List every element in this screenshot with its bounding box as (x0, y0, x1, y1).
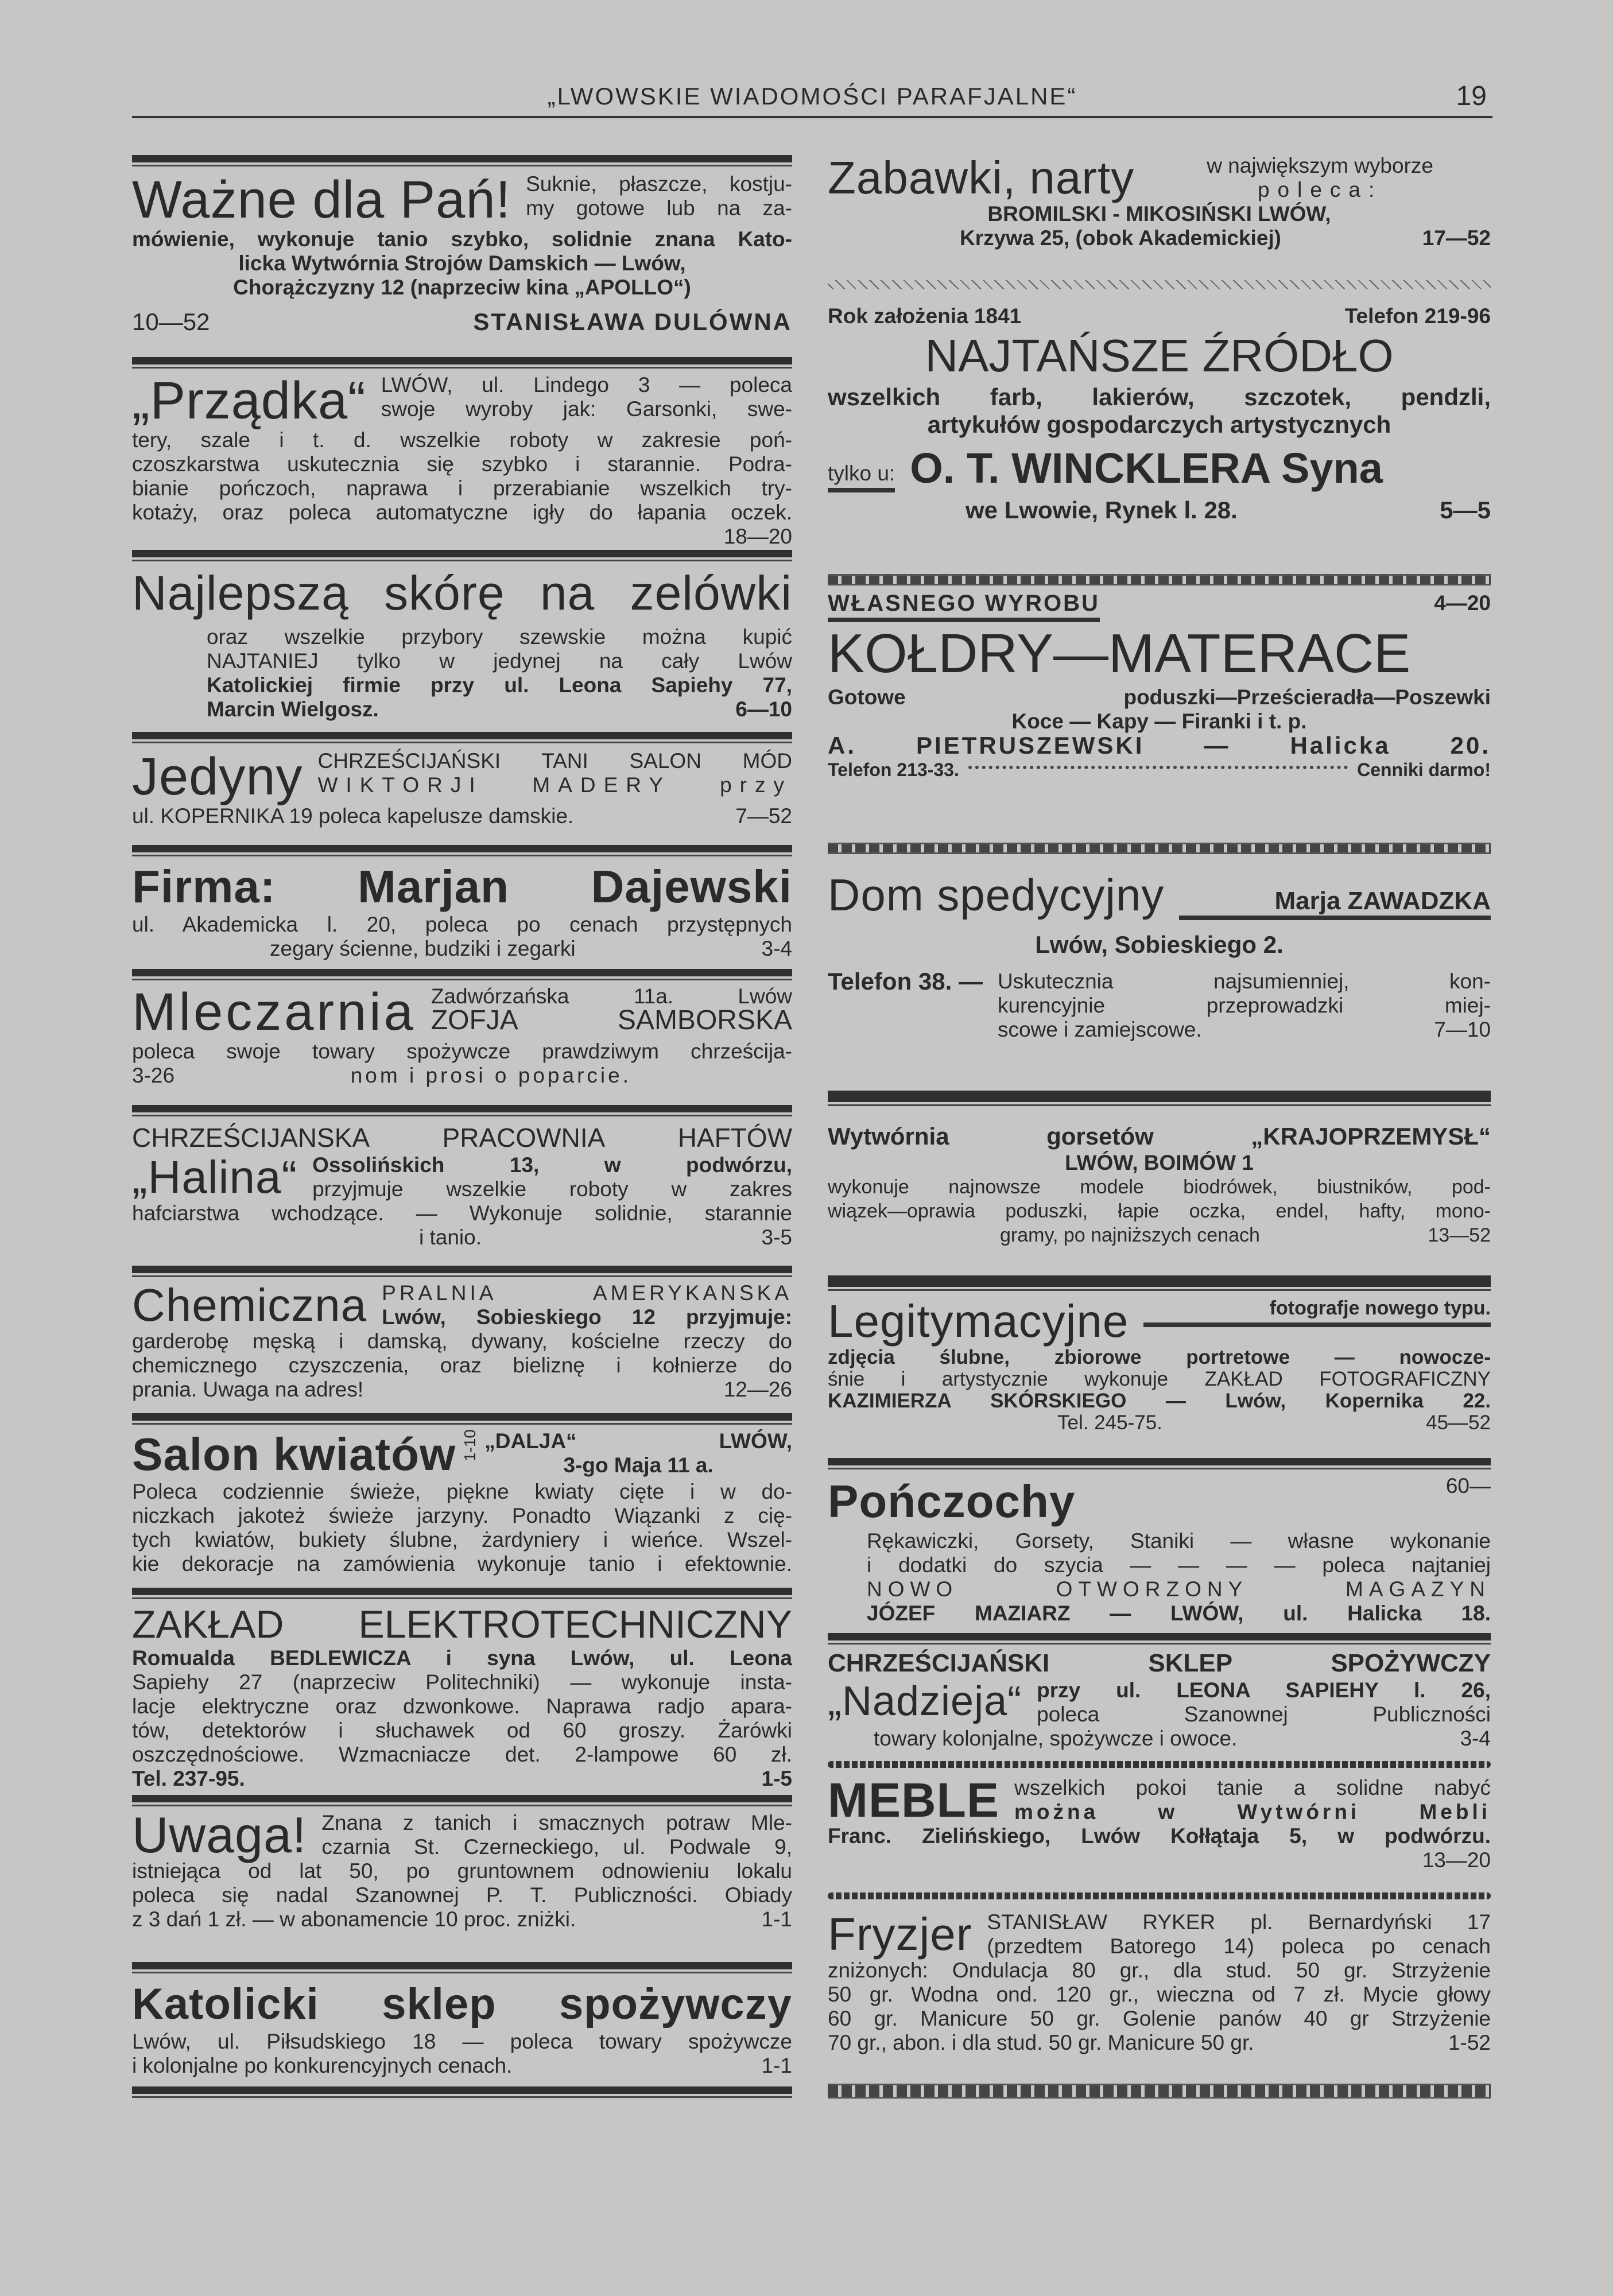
right-column (828, 0, 1491, 2296)
ad-meble (828, 1773, 1491, 1872)
divider (828, 1091, 1491, 1103)
ad-code: 7—52 (735, 804, 792, 828)
ad-text: LWÓW, BOIMÓW 1 (1065, 1151, 1254, 1174)
ad-text: śnie i artystycznie wykonuje ZAKŁAD FOTOGRAFICZNY (828, 1368, 1491, 1390)
ad-text: i kolonjalne po konkurencyjnych cenach. (132, 2054, 513, 2077)
ad-text: ul. KOPERNIKA 19 poleca kapelusze damskie. (132, 804, 574, 828)
ad-text: Lwów, ul. Piłsudskiego 18 — poleca towary spożywcze (132, 2030, 792, 2053)
ad-text: wszelkich farb, lakierów, szczotek, pendzli, (828, 383, 1491, 410)
ad-text: Rok założenia 1841 (828, 304, 1022, 328)
ad-text: oszczędnościowe. Wzmacniacze det. 2-lampowe 60 zł. (132, 1743, 792, 1766)
ad-text: lacje elektryczne oraz dzwonkowe. Naprawa radjo apara- (132, 1694, 792, 1718)
ad-text: poleca swoje towary spożywcze prawdziwym chrześcija- (132, 1040, 792, 1063)
ad-zaklad (132, 1603, 792, 1791)
ad-title: CHRZEŚCIJAŃSKI SKLEP SPOŻYWCZY (828, 1649, 1491, 1677)
ad-text: wiązek—oprawia poduszki, łapie oczka, endel, hafty, mono- (828, 1200, 1491, 1222)
ad-winckler (828, 304, 1491, 522)
ad-text: Rękawiczki, Gorsety, Staniki — własne wykonanie (867, 1529, 1491, 1553)
ornament-border (828, 2084, 1491, 2099)
ad-text: z 3 dań 1 zł. — w abonamencie 10 proc. zniżki. (132, 1907, 576, 1931)
ad-headline: Salon kwiatów (132, 1429, 456, 1480)
divider (132, 1266, 792, 1278)
ad-text: BROMILSKI - MIKOSIŃSKI LWÓW, (987, 202, 1331, 226)
ad-ponczochy (828, 1474, 1491, 1626)
ad-headline: Firma: Marjan Dajewski (132, 861, 792, 912)
ad-jedyny (132, 749, 792, 828)
ad-text: kotaży, oraz poleca automatyczne igły do łapania oczek. (132, 501, 792, 524)
ad-headline: Mleczarnia (132, 983, 416, 1041)
ad-firma (132, 861, 792, 961)
ad-text: 60 gr. Manicure 50 gr. Golenie panów 40 gr Strzyżenie (828, 2007, 1491, 2030)
ad-code: 1-1 (761, 1907, 792, 1931)
ad-text: kie dekoracje na zamówienia wykonuje tanio i efektownie. (132, 1552, 792, 1576)
ad-code: 1-10 (461, 1429, 479, 1462)
ad-text: CHRZEŚCIJAŃSKI TANI SALON MÓD (317, 749, 792, 773)
ad-text: chemicznego czyszczenia, oraz bieliznę i kołnierze do (132, 1353, 792, 1377)
ad-text: Suknie, płaszcze, kostju- (526, 172, 792, 196)
ad-legit (828, 1296, 1491, 1434)
ornament-border (828, 1892, 1491, 1899)
ad-headline: Pończochy (828, 1476, 1076, 1527)
ad-text: nom i prosi o poparcie. (350, 1064, 631, 1087)
ad-text: ul. Akademicka l. 20, poleca po cenach przystępnych (132, 913, 792, 936)
ad-text: Zadwórzańska 11a. Lwów (431, 984, 792, 1008)
ad-headline: „Halina“ (132, 1151, 298, 1203)
chain-ornament (968, 766, 1348, 774)
ad-text: swoje wyroby jak: Garsonki, swe- (381, 397, 792, 421)
ad-text: Telefon 38. — (828, 968, 983, 995)
divider (132, 155, 792, 168)
ad-code: 6—10 (735, 697, 792, 721)
ad-text: STANISŁAW RYKER pl. Bernardyński 17 (987, 1910, 1491, 1934)
ad-nadzieja (828, 1649, 1491, 1751)
ad-text: towary kolonjalne, spożywcze i owoce. (874, 1727, 1238, 1750)
ad-text: Krzywa 25, (obok Akademickiej) (960, 226, 1282, 250)
ad-text: mówienie, wykonuje tanio szybko, solidnie znana Kato- (132, 227, 792, 251)
ad-uwaga (132, 1806, 792, 1932)
ad-text: fotografje nowego typu. (1143, 1296, 1491, 1327)
ad-text: Poleca codziennie świeże, piękne kwiaty cięte i w do- (132, 1480, 792, 1503)
ad-text: Koce — Kapy — Firanki i t. p. (1011, 709, 1307, 733)
ad-text: Lwów, Sobieskiego 2. (1035, 931, 1284, 958)
ad-text: tów, detektorów i słuchawek od 60 groszy. Żarówki (132, 1719, 792, 1742)
ad-mleczarnia (132, 984, 792, 1088)
ad-text: Romualda BEDLEWICZA i syna Lwów, ul. Leona (132, 1646, 792, 1670)
ad-text: tery, szale i t. d. wszelkie roboty w zakresie poń- (132, 428, 792, 452)
ornament-border (828, 574, 1491, 585)
divider (132, 550, 792, 563)
ad-text: ZOFJA SAMBORSKA (431, 1005, 792, 1035)
ad-dom (828, 870, 1491, 1042)
left-column (132, 0, 792, 2296)
ad-text: Marja ZAWADZKA (1179, 889, 1491, 920)
ad-text: poleca Szanownej Publiczności (1037, 1702, 1491, 1726)
ad-halina (132, 1122, 792, 1250)
ad-code: 1-52 (1448, 2031, 1491, 2054)
ad-text: my gotowe lub na za- (526, 196, 792, 220)
ad-headline: O. T. WINCKLERA Syna (910, 444, 1383, 492)
ad-chemiczna (132, 1281, 792, 1402)
ad-text: wykonuje najnowsze modele biodrówek, biustników, pod- (828, 1176, 1491, 1198)
ad-text: przyjmuje wszelkie roboty w zakres (312, 1177, 792, 1201)
ad-text: można w Wytwórni Mebli (1014, 1800, 1491, 1824)
ad-text: JÓZEF MAZIARZ — LWÓW, ul. Halicka 18. (867, 1601, 1491, 1625)
ad-headline: „Prządka“ (132, 371, 366, 430)
ad-headline: ZAKŁAD ELEKTROTECHNICZNY (132, 1603, 792, 1646)
ad-text: i tanio. (419, 1225, 482, 1249)
ad-text: niczkach jakoteż świeże jarzyny. Ponadto Wiązanki z cię- (132, 1504, 792, 1527)
ad-text: LWÓW, ul. Lindego 3 — poleca (381, 373, 792, 397)
ad-text: (przedtem Batorego 14) poleca po cenach (987, 1934, 1491, 1958)
ad-text: WŁASNEGO WYROBU (828, 591, 1100, 622)
ad-code: 60— (1445, 1474, 1491, 1498)
ad-fryzjer (828, 1910, 1491, 2055)
ad-code: 17—52 (1422, 226, 1491, 250)
page-number: 19 (1456, 81, 1487, 111)
ad-text: NOWO OTWORZONY MAGAZYN (867, 1577, 1491, 1601)
ad-text: 3-go Maja 11 a. (563, 1453, 714, 1477)
divider (132, 1962, 792, 1975)
ad-text: A. PIETRUSZEWSKI — Halicka 20. (828, 732, 1491, 759)
ad-gorsety (828, 1122, 1491, 1247)
ad-text: wszelkich pokoi tanie a solidne nabyć (1014, 1776, 1491, 1799)
ad-wazne (132, 172, 792, 334)
ad-headline: Jedyny (132, 747, 303, 806)
ad-text: 50 gr. Wodna ond. 120 gr., wieczna od 7 zł. Mycie głowy (828, 1983, 1491, 2006)
ad-text: kurencyjnie przeprowadzki miej- (997, 994, 1491, 1017)
ad-text: oraz wszelkie przybory szewskie można kupić (207, 625, 792, 649)
divider (132, 1795, 792, 1808)
ad-text: Tel. 237-95. (132, 1767, 245, 1790)
ad-skora (132, 565, 792, 722)
ad-text: Chorążczyzny 12 (naprzeciw kina „APOLLO“) (233, 276, 691, 299)
zigzag-ornament (828, 280, 1491, 289)
ad-przadka (132, 373, 792, 549)
ad-text: Ossolińskich 13, w podwórzu, (312, 1153, 792, 1177)
divider (132, 1588, 792, 1600)
ad-text: przy ul. LEONA SAPIEHY l. 26, (1037, 1678, 1491, 1702)
ad-text: poleca: (1257, 178, 1383, 201)
ad-text: Katolickiej firmie przy ul. Leona Sapiehy 77, (207, 673, 792, 697)
ad-headline: Fryzjer (828, 1909, 972, 1960)
ad-text: Znana z tanich i smacznych potraw Mle- (321, 1811, 792, 1835)
ad-signature: STANISŁAWA DULÓWNA (473, 308, 792, 335)
ad-text: prania. Uwaga na adres! (132, 1378, 364, 1401)
ornament-border (828, 843, 1491, 854)
ad-text: Tel. 245-75. (1057, 1411, 1162, 1434)
ad-text: czoszkarstwa uskutecznia się szybko i starannie. Podra- (132, 452, 792, 476)
ad-code: 10—52 (132, 308, 210, 335)
ad-code: 5—5 (1440, 497, 1491, 523)
ad-text: Sapiehy 27 (naprzeciw Politechniki) — wykonuje insta- (132, 1670, 792, 1694)
ad-text: „DALJA“ LWÓW, (484, 1429, 792, 1453)
ad-code: 4—20 (1434, 591, 1491, 615)
ad-headline: NAJTAŃSZE ŹRÓDŁO (925, 330, 1394, 381)
journal-title: „LWOWSKIE WIADOMOŚCI PARAFJALNE“ (547, 83, 1077, 110)
ad-text: Lwów, Sobieskiego 12 przyjmuje: (382, 1305, 792, 1329)
ad-code: 3-4 (761, 937, 792, 960)
ad-text: Telefon 219-96 (1344, 304, 1491, 328)
ad-code: 3-5 (761, 1225, 792, 1249)
divider (132, 845, 792, 858)
ad-text: 70 gr., abon. i dla stud. 50 gr. Manicure 50 gr. (828, 2031, 1254, 2054)
ad-text: licka Wytwórnia Strojów Damskich — Lwów, (238, 251, 686, 275)
ad-headline: KOŁDRY—MATERACE (828, 623, 1411, 684)
ad-text: Uskutecznia najsumienniej, kon- (997, 969, 1491, 993)
ad-text: PRALNIA AMERYKANSKA (382, 1281, 792, 1305)
ad-headline: Ważne dla Pań! (132, 170, 511, 229)
ad-zabawki (828, 154, 1491, 250)
ad-text: garderobę męską i damską, dywany, kościelne rzeczy do (132, 1329, 792, 1353)
ad-text: bianie pończoch, naprawa i przerabianie wszelkich try- (132, 476, 792, 500)
ad-headline: Legitymacyjne (828, 1296, 1129, 1347)
divider (828, 1633, 1491, 1646)
ad-text: we Lwowie, Rynek l. 28. (966, 497, 1238, 523)
ad-text: KAZIMIERZA SKÓRSKIEGO — Lwów, Kopernika 22. (828, 1390, 1491, 1412)
divider (828, 1458, 1491, 1471)
ad-headline: Zabawki, narty (828, 152, 1135, 203)
ad-text: i dodatki do szycia — — — — poleca najtaniej (867, 1553, 1491, 1577)
ad-text: poleca się nadal Szanownej P. T. Publiczności. Obiady (132, 1883, 792, 1907)
ad-text: Gotowe poduszki—Prześcieradła—Poszewki (828, 685, 1491, 709)
ad-text: Cenniki darmo! (1357, 759, 1491, 780)
ad-text: czarnia St. Czerneckiego, ul. Podwale 9, (321, 1835, 792, 1859)
ad-text: Marcin Wielgosz. (207, 697, 379, 721)
ad-headline: Uwaga! (132, 1806, 307, 1863)
ad-code: 45—52 (1426, 1411, 1491, 1434)
ad-text: Franc. Zielińskiego, Lwów Kołłątaja 5, w podwórzu. (828, 1824, 1491, 1848)
ad-code: 3-4 (1460, 1727, 1491, 1750)
ornament-border (828, 1761, 1491, 1768)
ad-code: 1-1 (761, 2054, 792, 2077)
ad-text: artykułów gospodarczych artystycznych (927, 411, 1391, 438)
ad-code: 18—20 (723, 525, 792, 548)
divider (132, 1105, 792, 1118)
ad-salon (132, 1429, 792, 1576)
ad-code: 13—20 (1422, 1848, 1491, 1872)
ad-text: zniżonych: Ondulacja 80 gr., dla stud. 50 gr. Strzyżenie (828, 1958, 1491, 1982)
ad-headline: Wytwórnia gorsetów „KRAJOPRZEMYSŁ“ (828, 1123, 1491, 1150)
ad-text: zegary ścienne, budziki i zegarki (270, 937, 576, 960)
ad-title: CHRZEŚCIJANSKA PRACOWNIA HAFTÓW (132, 1123, 792, 1153)
divider (828, 1275, 1491, 1288)
ad-text: Telefon 213-33. (828, 759, 959, 780)
ad-text: istniejąca od lat 50, po gruntownem odnowieniu lokalu (132, 1859, 792, 1883)
ad-text: scowe i zamiejscowe. (997, 1018, 1202, 1041)
ad-text: hafciarstwa wchodzące. — Wykonuje solidnie, starannie (132, 1201, 792, 1225)
ad-text: NAJTANIEJ tylko w jedynej na cały Lwów (207, 649, 792, 673)
ad-headline: Chemiczna (132, 1279, 367, 1331)
divider (132, 732, 792, 744)
divider (132, 2086, 792, 2099)
ad-code: 12—26 (723, 1378, 792, 1401)
ad-headline: „Nadzieja“ (828, 1678, 1022, 1724)
divider (132, 1413, 792, 1426)
ad-code: 7—10 (1434, 1018, 1491, 1041)
ad-katolicki (132, 1979, 792, 2078)
ad-text: WIKTORJI MADERY przy (317, 773, 792, 797)
ad-headline: Najlepszą skórę na zelówki (132, 566, 792, 620)
ad-text: gramy, po najniższych cenach (1000, 1224, 1260, 1246)
ad-text: w największym wyborze (1207, 154, 1433, 177)
divider (132, 969, 792, 982)
divider (132, 357, 792, 370)
ad-koldry (828, 591, 1491, 782)
ad-code: 1-5 (761, 1767, 792, 1790)
ad-text: tylko u: (828, 461, 895, 492)
ad-code: 13—52 (1428, 1224, 1491, 1246)
ad-headline: Katolicki sklep spożywczy (132, 1980, 792, 2029)
ad-headline: MEBLE (828, 1773, 999, 1827)
ad-headline: Dom spedycyjny (828, 870, 1165, 920)
ad-text: tych kwiatów, bukiety ślubne, żardyniery i wieńce. Wszel- (132, 1528, 792, 1552)
ad-code: 3-26 (132, 1064, 175, 1087)
ad-text: zdjęcia ślubne, zbiorowe portretowe — nowocze- (828, 1346, 1491, 1368)
